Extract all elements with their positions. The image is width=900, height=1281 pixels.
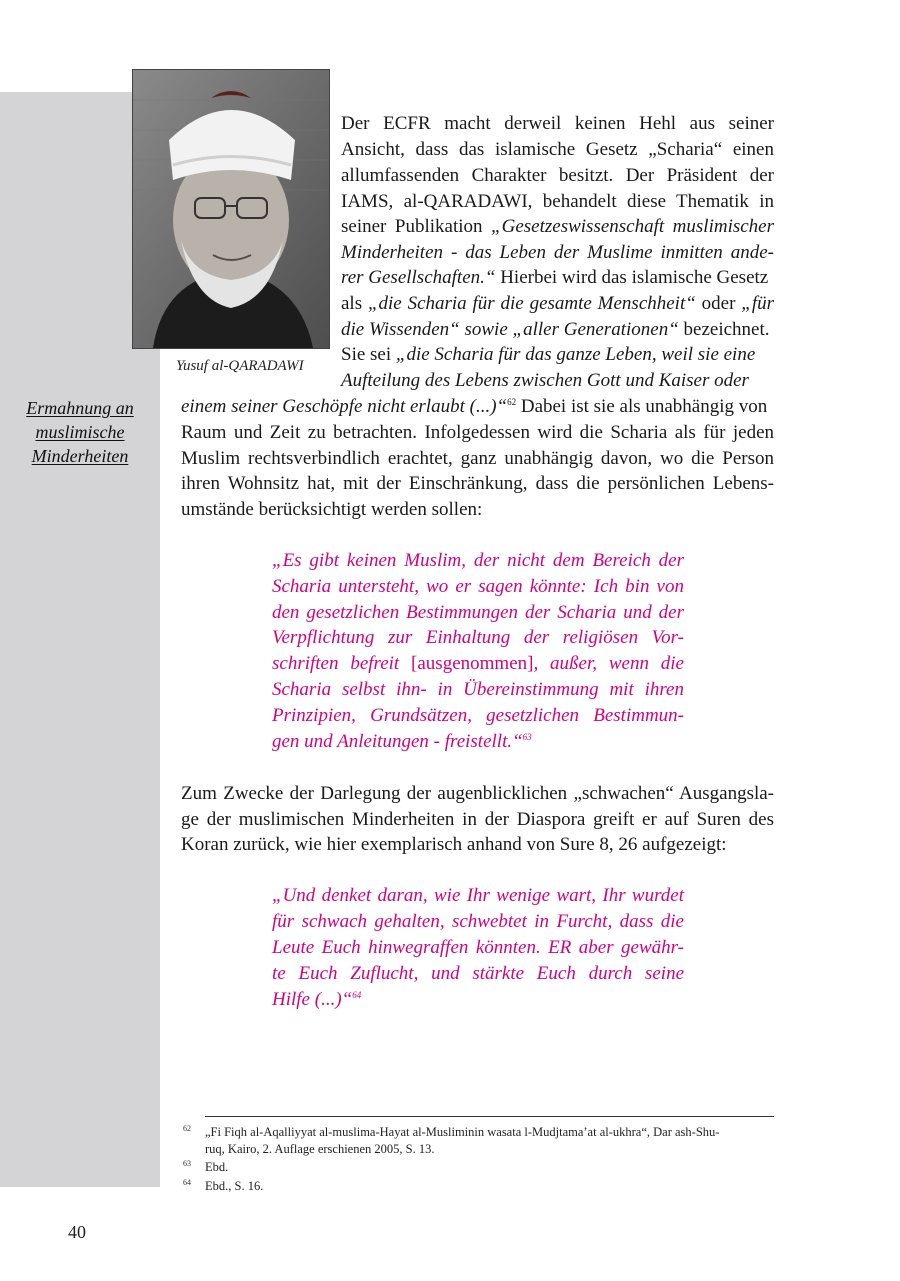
quote-line: Verpflichtung zur Einhaltung der religiösen Vor- [272,627,684,648]
portrait-photo [132,69,330,349]
body-line: Muslim rechtsverbindlich erachtet, ganz unabhängig davon, wo die Person [181,448,774,469]
body-line: ge der muslimischen Minderheiten in der Diaspora greift er auf Suren des [181,809,774,830]
photo-caption: Yusuf al-QARADAWI [176,358,304,374]
quote-line: den gesetzlichen Bestimmungen der Scharia und der [272,602,684,623]
footnote-text: ruq, Kairo, 2. Auflage erschienen 2005, S. 13. [205,1142,435,1156]
footnote-number: 64 [183,1178,191,1187]
footnote-text: Ebd. [205,1160,229,1174]
margin-note [14,396,146,468]
page-number: 40 [68,1222,86,1242]
quote-line: „Es gibt keinen Muslim, der nicht dem Bereich der [272,550,684,571]
body-line: Der ECFR macht derweil keinen Hehl aus seiner [341,113,774,134]
quote-line: Leute Euch hinwegraffen könnten. ER aber gewähr- [272,937,684,958]
body-line: IAMS, al-QARADAWI, behandelt diese Thematik in [341,191,774,212]
body-line: ihren Wohnsitz hat, mit der Einschränkung, dass die persönlichen Lebens- [181,473,774,494]
body-line: Zum Zwecke der Darlegung der augenblicklichen „schwachen“ Ausgangsla- [181,783,774,804]
body-line: allumfassenden Charakter besitzt. Der Präsident der [341,165,774,186]
body-line: als „die Scharia für die gesamte Menschheit“ oder „für [341,293,774,314]
quote-line: Scharia untersteht, wo er sagen könnte: Ich bin von [272,576,684,597]
quote-line: „Und denket daran, wie Ihr wenige wart, Ihr wurdet [272,885,684,906]
footnote-number: 62 [183,1124,191,1133]
quote-line: te Euch Zuflucht, und stärkte Euch durch seine [272,963,684,984]
body-line: Sie sei „die Scharia für das ganze Leben, weil sie eine [341,344,756,365]
footnote-text: Ebd., S. 16. [205,1179,264,1193]
body-line: einem seiner Geschöpfe nicht erlaubt (...)“$^{62}$ Dabei ist sie als unabhängig von [181,396,768,417]
footnote-text: „Fi Fiqh al-Aqalliyyat al-muslima-Hayat al-Musliminin wasata l-Mudjtama’at al-ukhra“, Dar ash-Shu- [205,1125,720,1139]
quote-line: Scharia selbst ihn- in Übereinstimmung mit ihren [272,679,684,700]
body-line: rer Gesellschaften.“ Hierbei wird das islamische Gesetz [341,267,769,288]
margin-note-line: Minderheiten [31,446,129,466]
body-line: umstände berücksichtigt werden sollen: [181,499,483,520]
body-line: Raum und Zeit zu betrachten. Infolgedessen wird die Scharia als für jeden [181,422,774,443]
body-line: seiner Publikation „Gesetzeswissenschaft muslimischer [341,216,775,237]
quote-line: für schwach gehalten, schwebtet in Furcht, dass die [272,911,684,932]
footnote-divider [205,1116,774,1117]
quote-line: Hilfe (...)“$^{64}$ [272,989,362,1010]
margin-note-line: muslimische [35,422,125,442]
margin-note-line: Ermahnung an [26,398,134,418]
footnote-number: 63 [183,1159,191,1168]
body-line: Aufteilung des Lebens zwischen Gott und Kaiser oder [341,370,749,391]
body-line: Koran zurück, wie hier exemplarisch anhand von Sure 8, 26 aufgezeigt: [181,834,727,855]
quote-line: Prinzipien, Grundsätzen, gesetzlichen Bestimmun- [272,705,684,726]
footnote-ref[interactable]: 64 [352,990,362,1000]
quote-line: schriften befreit [ausgenommen], außer, wenn die [272,653,684,674]
footnote-ref[interactable]: 62 [507,397,517,407]
body-line: Minderheiten - das Leben der Muslime inmitten ande- [341,242,774,263]
body-line: die Wissenden“ sowie „aller Generationen“ bezeichnet. [341,319,770,340]
quote-line: gen und Anleitungen - freistellt.“$^{63}$ [272,731,532,752]
footnote-ref[interactable]: 63 [522,732,532,742]
body-line: Ansicht, dass das islamische Gesetz „Scharia“ einen [341,139,774,160]
